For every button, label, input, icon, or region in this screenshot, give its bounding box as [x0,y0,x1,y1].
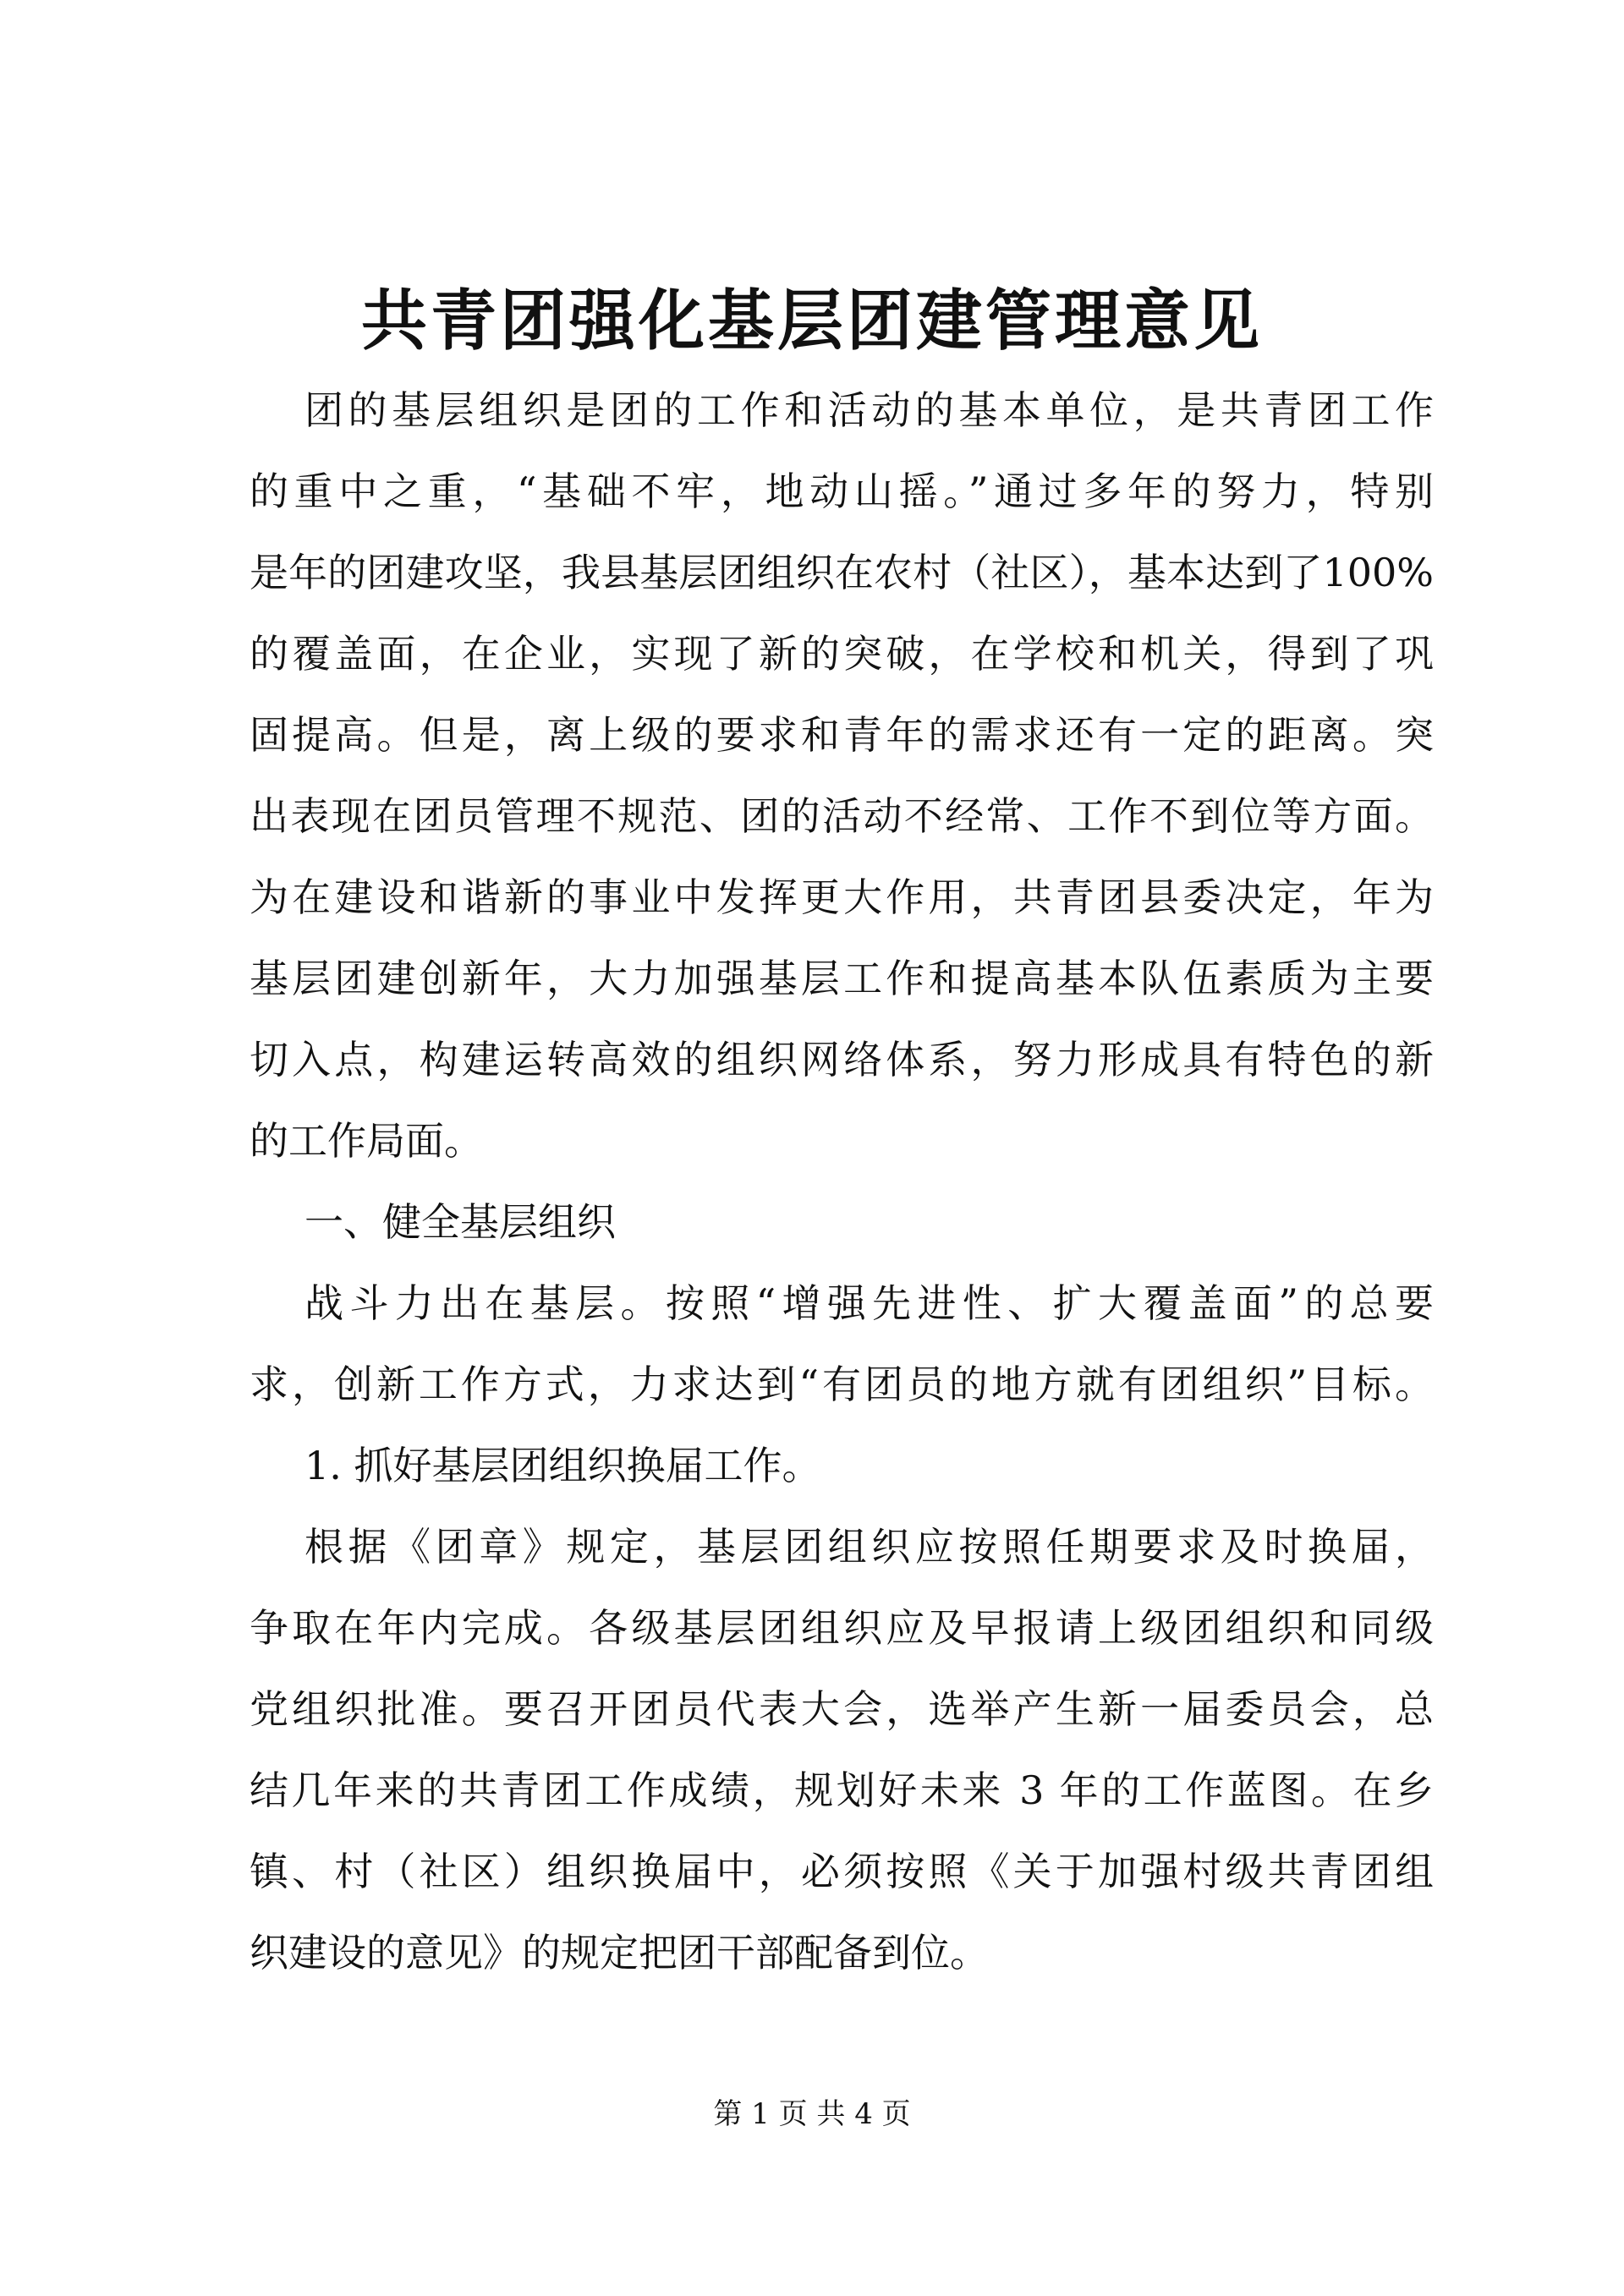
body-line: 的工作局面。 [250,1118,483,1164]
body-line: 的重中之重，“基础不牢，地动山摇。”通过多年的努力，特别 [250,469,1434,514]
body-line: 战斗力出在基层。按照“增强先进性、扩大覆盖面”的总要 [304,1280,1434,1326]
section-heading: 一、健全基层组织 [304,1199,616,1245]
body-line: 求，创新工作方式，力求达到“有团员的地方就有团组织”目标。 [250,1362,1434,1407]
body-line: 为在建设和谐新的事业中发挥更大作用，共青团县委决定，年为 [250,874,1434,920]
body-line: 织建设的意见》的规定把团干部配备到位。 [250,1930,989,1975]
body-line: 根据《团章》规定，基层团组织应按照任期要求及时换届， [304,1524,1434,1570]
page-footer: 第 1 页 共 4 页 [713,2097,911,2131]
body-line: 切入点，构建运转高效的组织网络体系，努力形成具有特色的新 [250,1037,1434,1082]
body-line: 出表现在团员管理不规范、团的活动不经常、工作不到位等方面。 [250,793,1434,839]
body-line: 固提高。但是，离上级的要求和青年的需求还有一定的距离。突 [250,712,1434,758]
body-line: 党组织批准。要召开团员代表大会，选举产生新一届委员会，总 [250,1686,1434,1732]
body-line: 的覆盖面，在企业，实现了新的突破，在学校和机关，得到了巩 [250,631,1434,677]
subsection-heading: 1. 抓好基层团组织换届工作。 [304,1443,821,1488]
body-line: 结几年来的共青团工作成绩，规划好未来 3 年的工作蓝图。在乡 [250,1767,1434,1813]
body-line: 团的基层组织是团的工作和活动的基本单位，是共青团工作 [304,387,1434,433]
document-title: 共青团强化基层团建管理意见 [360,282,1263,359]
body-line: 是年的团建攻坚，我县基层团组织在农村（社区），基本达到了100% [250,550,1434,595]
body-line: 基层团建创新年，大力加强基层工作和提高基本队伍素质为主要 [250,956,1434,1001]
body-line: 镇、村（社区）组织换届中，必须按照《关于加强村级共青团组 [250,1849,1434,1894]
body-line: 争取在年内完成。各级基层团组织应及早报请上级团组织和同级 [250,1605,1434,1651]
